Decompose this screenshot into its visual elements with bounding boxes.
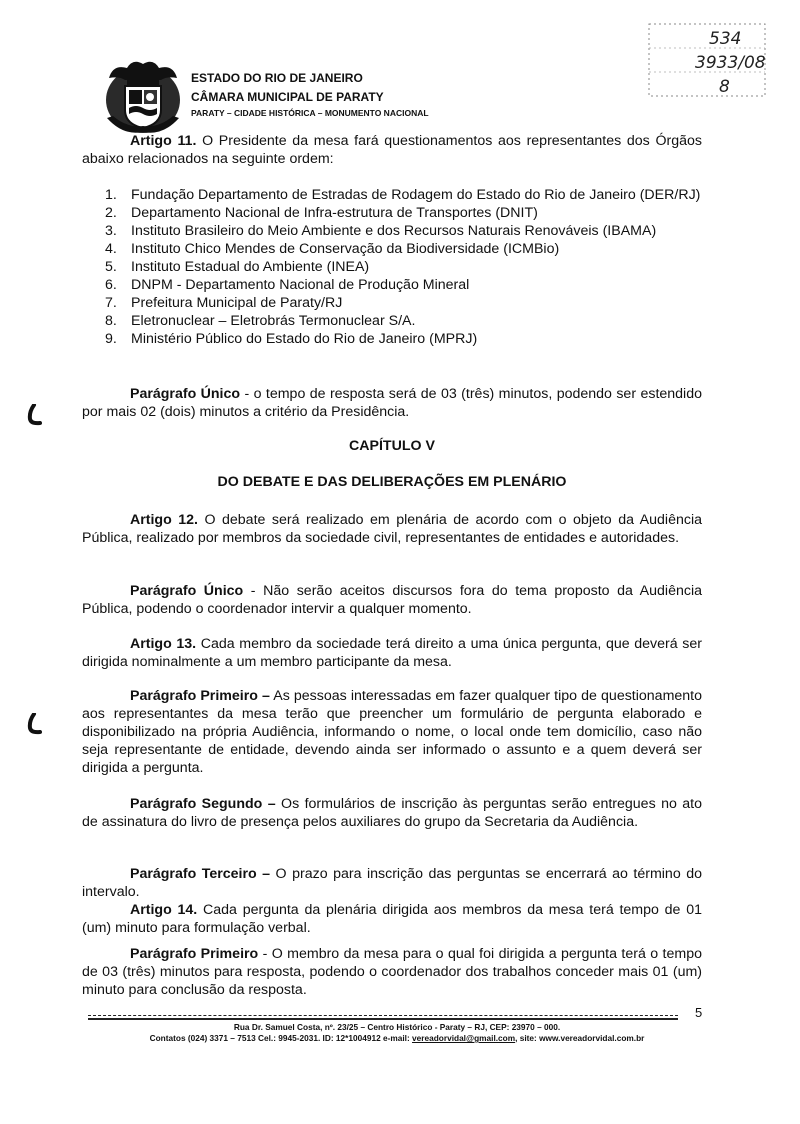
paragraph-single-art11 <box>82 385 702 421</box>
article-13 <box>82 635 702 671</box>
footer-email-link[interactable]: vereadorvidal@gmail.com <box>412 1033 516 1043</box>
organs-list <box>105 186 705 348</box>
paragraph-label: Parágrafo Primeiro <box>130 946 259 962</box>
paragraph-label: Parágrafo Primeiro – <box>130 688 270 704</box>
protocol-stamp <box>643 20 771 100</box>
paragraph-single-art12 <box>82 582 702 618</box>
header-state: ESTADO DO RIO DE JANEIRO <box>191 71 363 85</box>
paragraph-text: - o tempo de resposta será de 03 (três) minutos, podendo ser estendido por mais 02 (dois) minutos a critério da Presidência. <box>82 386 702 420</box>
paragraph-text: O prazo para inscrição das perguntas se encerrará ao término do intervalo. <box>82 866 702 900</box>
article-14-label: Artigo 14. <box>130 902 198 918</box>
article-11-label: Artigo 11. <box>130 133 197 149</box>
list-item: 3. Instituto Brasileiro do Meio Ambiente e dos Recursos Naturais Renováveis (IBAMA) <box>105 223 657 239</box>
margin-bracket-mark <box>26 713 42 735</box>
paragraph-text: As pessoas interessadas em fazer qualquer tipo de questionamento aos representantes da mesa terão que preencher um formulário de pergunta elaborado e disponibilizado na própria Audiência, informando o nome, o local onde tem domicílio, caso não seja representante de entidade, devendo ainda ser informado o assunto e a quem deverá ser dirigida a pergunta. <box>82 688 702 776</box>
list-item: 8. Eletronuclear – Eletrobrás Termonuclear S/A. <box>105 313 416 329</box>
header-chamber: CÂMARA MUNICIPAL DE PARATY <box>191 90 384 104</box>
list-item: 7. Prefeitura Municipal de Paraty/RJ <box>105 295 343 311</box>
paragraph-label: Parágrafo Terceiro – <box>130 866 271 882</box>
paragraph-text: - Não serão aceitos discursos fora do tema proposto da Audiência Pública, podendo o coordenador intervir a qualquer momento. <box>82 583 702 617</box>
article-12 <box>82 511 702 547</box>
article-13-label: Artigo 13. <box>130 636 197 652</box>
paragraph-label: Parágrafo Único <box>130 583 244 599</box>
paragraph-text: Os formulários de inscrição às perguntas serão entregues no ato de assinatura do livro de presença pelos auxiliares do grupo da Secretaria da Audiência. <box>82 796 702 830</box>
list-item: 4. Instituto Chico Mendes de Conservação da Biodiversidade (ICMBio) <box>105 241 560 257</box>
chapter-title: CAPÍTULO V <box>349 438 435 454</box>
list-item: 2. Departamento Nacional de Infra-estrutura de Transportes (DNIT) <box>105 205 538 221</box>
chapter-subtitle: DO DEBATE E DAS DELIBERAÇÕES EM PLENÁRIO <box>217 474 567 490</box>
article-14-text: Cada pergunta da plenária dirigida aos membros da mesa terá tempo de 01 (um) minuto para formulação verbal. <box>82 902 702 936</box>
paragraph-second-art13 <box>82 795 702 831</box>
list-item: 9. Ministério Público do Estado do Rio de Janeiro (MPRJ) <box>105 331 478 347</box>
paragraph-third-art13 <box>82 865 702 901</box>
article-11 <box>82 132 702 168</box>
paragraph-label: Parágrafo Segundo – <box>130 796 276 812</box>
stamp-folio: 8 <box>719 77 730 97</box>
stamp-process-number: 3933/08 <box>695 53 766 73</box>
header-tagline: PARATY – CIDADE HISTÓRICA – MONUMENTO NACIONAL <box>191 108 429 118</box>
coat-of-arms-seal <box>103 58 183 136</box>
list-item: 6. DNPM - Departamento Nacional de Produção Mineral <box>105 277 470 293</box>
paragraph-first-art13 <box>82 687 702 777</box>
paragraph-label: Parágrafo Único <box>130 386 241 402</box>
footer-contacts <box>82 1033 712 1043</box>
footer-address: Rua Dr. Samuel Costa, nº. 23/25 – Centro Histórico - Paraty – RJ, CEP: 23970 – 000. <box>233 1022 561 1032</box>
article-12-label: Artigo 12. <box>130 512 198 528</box>
list-item: 5. Instituto Estadual do Ambiente (INEA) <box>105 259 370 275</box>
footer-contacts-text: Contatos (024) 3371 – 7513 Cel.: 9945-2031. ID: 12*1004912 e-mail: <box>149 1033 413 1043</box>
article-11-text: O Presidente da mesa fará questionamentos aos representantes dos Órgãos abaixo relacionados na seguinte ordem: <box>82 133 702 167</box>
stamp-page-number: 534 <box>709 29 742 49</box>
footer-rule-dashed <box>88 1015 678 1016</box>
paragraph-first-art14 <box>82 945 702 999</box>
article-12-text: O debate será realizado em plenária de acordo com o objeto da Audiência Pública, realizado por membros da sociedade civil, representantes de entidades e autoridades. <box>82 512 702 546</box>
footer-rule-solid <box>88 1018 678 1020</box>
page-number: 5 <box>695 1005 703 1020</box>
article-13-text: Cada membro da sociedade terá direito a uma única pergunta, que deverá ser dirigida nominalmente a um membro participante da mesa. <box>82 636 702 670</box>
footer-site-text: , site: www.vereadorvidal.com.br <box>515 1033 645 1043</box>
article-14 <box>82 901 702 937</box>
margin-bracket-mark <box>26 404 42 426</box>
paragraph-text: - O membro da mesa para o qual foi dirigida a pergunta terá o tempo de 03 (três) minutos para resposta, podendo o coordenador dos trabalhos conceder mais 01 (um) minuto para conclusão da resposta. <box>82 946 702 998</box>
list-item: 1. Fundação Departamento de Estradas de Rodagem do Estado do Rio de Janeiro (DER/RJ) <box>105 187 701 203</box>
